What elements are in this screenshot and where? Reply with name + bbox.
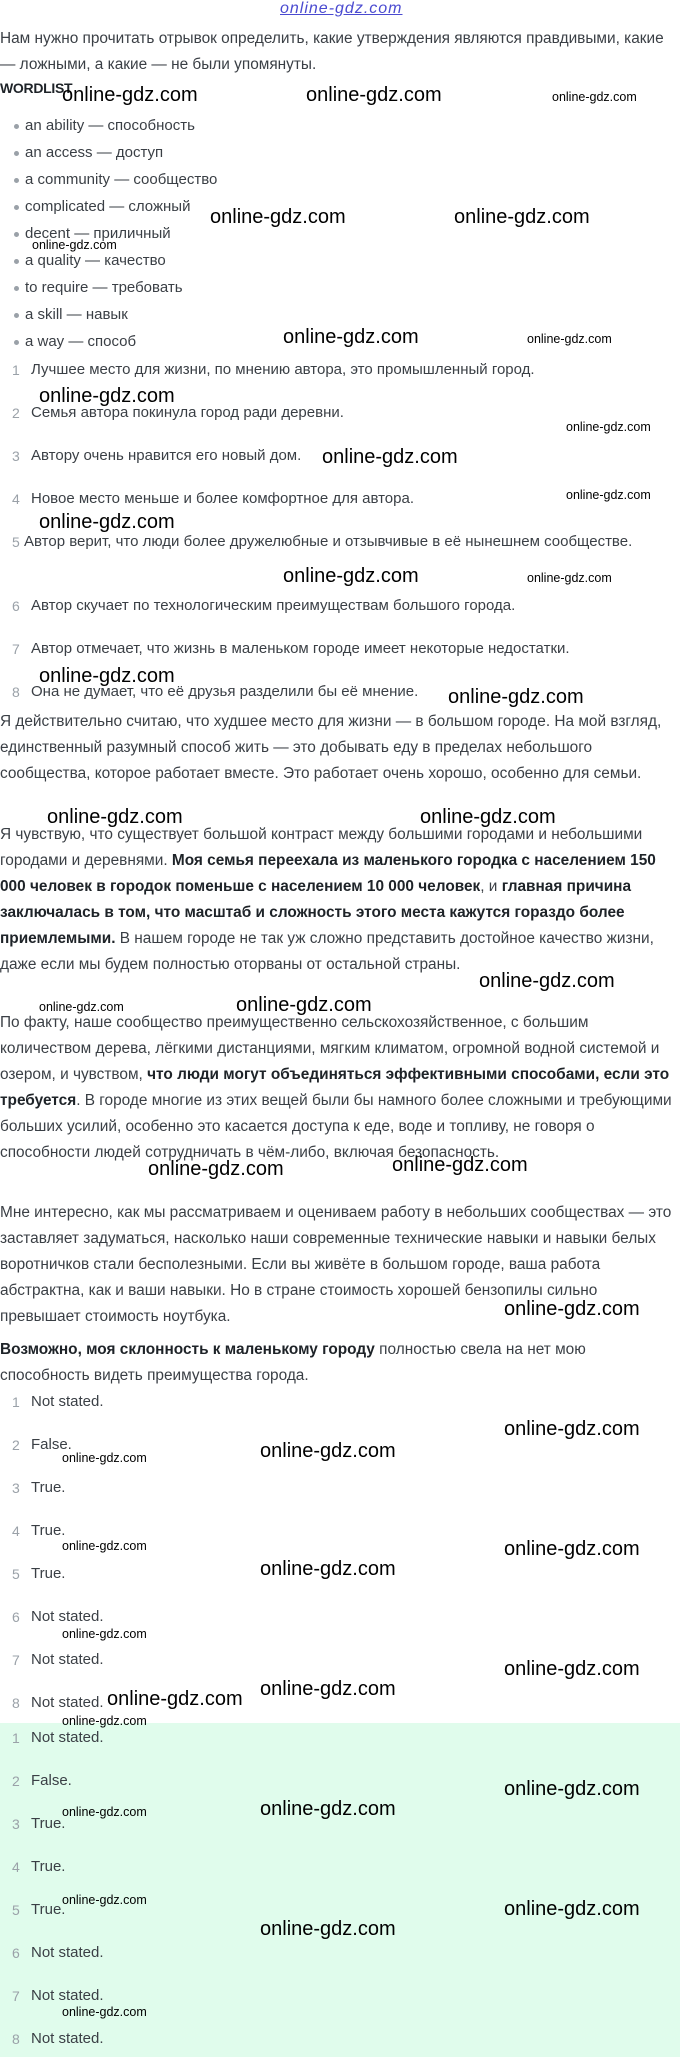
watermark: online-gdz.com [527,332,612,346]
watermark: online-gdz.com [504,1418,640,1440]
watermark: online-gdz.com [32,238,117,252]
watermark: online-gdz.com [479,970,615,992]
watermark: online-gdz.com [260,1558,396,1580]
wordlist-item: a skill — навык [14,306,128,323]
watermark: online-gdz.com [39,665,175,687]
answer-number: 4 [12,1859,20,1875]
watermark: online-gdz.com [283,326,419,348]
passage-paragraph-3: По факту, наше сообщество преимущественно сельскохозяйственное, с большим количеством дерева, лёгкими дистанциями, мягким климатом, огромной водной системой и озером, и чувством, что люди могут объединяться эффективными способами, если это требуется. В городе многие из этих вещей были бы намного более сложными и требующими больших усилий, особенно это касается доступа к еде, воде и топливу, не говоря о способности людей сотрудничать в чём-либо, включая безопасность. [0,1014,672,1161]
wordlist-item: complicated — сложный [14,198,190,215]
watermark: online-gdz.com [260,1798,396,1820]
watermark: online-gdz.com [448,686,584,708]
watermark: online-gdz.com [210,206,346,228]
passage-paragraph-4: Мне интересно, как мы рассматриваем и оцениваем работу в небольших сообществах — это заставляет задуматься, насколько наши современные технические навыки и навыки белых воротничков стали бесполезными. Если вы живёте в большом городе, ваша работа абстрактна, как и ваши навыки. Но в стране стоимость хорошей бензопилы сильно превышает стоимость ноутбука. [0,1204,672,1325]
wordlist-item: a way — способ [14,333,136,350]
answer-number: 1 [12,1730,20,1746]
watermark: online-gdz.com [39,511,175,533]
statement-number: 7 [12,641,20,657]
bullet-icon [14,313,19,318]
watermark: online-gdz.com [454,206,590,228]
answer-number: 1 [12,1394,20,1410]
highlight-text: что люди могут объединяться эффективными способами, если это требуется [0,1066,670,1109]
statement-number: 2 [12,405,20,421]
statement-text: Она не думает, что её друзья разделили бы её мнение. [31,683,419,700]
watermark: online-gdz.com [504,1898,640,1920]
bullet-icon [14,151,19,156]
watermark: online-gdz.com [62,1714,147,1728]
passage-paragraph-5: Возможно, моя склонность к маленькому городу полностью свела на нет мою способность видеть преимущества города. [0,1341,586,1384]
answer-number: 5 [12,1566,20,1582]
answer-number: 4 [12,1523,20,1539]
statement-text: Лучшее место для жизни, по мнению автора, это промышленный город. [31,361,535,378]
watermark: online-gdz.com [62,1539,147,1553]
answer-text: Not stated. [31,1729,104,1746]
answer-text: True. [31,1522,66,1539]
highlight-text: Возможно, моя склонность к маленькому городу [0,1341,375,1358]
answer-number: 6 [12,1609,20,1625]
watermark: online-gdz.com [283,565,419,587]
statement-number: 6 [12,598,20,614]
watermark: online-gdz.com [47,806,183,828]
bullet-icon [14,340,19,345]
answer-text: False. [31,1436,72,1453]
answer-number: 2 [12,1773,20,1789]
watermark: online-gdz.com [566,420,651,434]
answer-number: 8 [12,1695,20,1711]
statement-number: 4 [12,491,20,507]
bullet-icon [14,205,19,210]
watermark: online-gdz.com [504,1658,640,1680]
answer-number: 3 [12,1480,20,1496]
watermark: online-gdz.com [322,446,458,468]
answer-number: 5 [12,1902,20,1918]
statement-text: Автор скучает по технологическим преимуществам большого города. [31,597,516,614]
statement-number: 3 [12,448,20,464]
watermark: online-gdz.com [107,1688,243,1710]
bullet-icon [14,178,19,183]
watermark: online-gdz.com [62,1451,147,1465]
statement-number: 1 [12,362,20,378]
watermark: online-gdz.com [39,1000,124,1014]
watermark: online-gdz.com [504,1538,640,1560]
passage-paragraph-2: Я чувствую, что существует большой контраст между большими городами и небольшими городами и деревнями. Моя семья переехала из маленького городка с населением 150 000 человек в городок поменьше с населением 10 000 человек, и главная причина заключалась в том, что масштаб и сложность этого места кажутся гораздо более приемлемыми. В нашем городе не так уж сложно представить достойное качество жизни, даже если мы будем полностью оторваны от остальной страны. [0,826,656,973]
watermark: online-gdz.com [148,1158,284,1180]
statement-text: Автор верит, что люди более дружелюбные и отзывчивые в её нынешнем сообществе. [24,533,633,550]
bullet-icon [14,124,19,129]
bullet-icon [14,232,19,237]
answer-text: Not stated. [31,1944,104,1961]
watermark: online-gdz.com [527,571,612,585]
answer-text: Not stated. [31,1987,104,2004]
watermark: online-gdz.com [39,385,175,407]
wordlist-item: an access — доступ [14,144,163,161]
watermark: online-gdz.com [62,1627,147,1641]
wordlist-title: WORDLIST [0,80,73,96]
watermark: online-gdz.com [62,1805,147,1819]
answer-text: True. [31,1815,66,1832]
answer-text: True. [31,1901,66,1918]
answer-text: Not stated. [31,1393,104,1410]
answer-text: Not stated. [31,1694,104,1711]
statement-number: 5 [12,534,20,550]
answer-number: 3 [12,1816,20,1832]
watermark: online-gdz.com [62,84,198,106]
site-logo[interactable]: online-gdz.com [280,0,403,17]
watermark: online-gdz.com [392,1154,528,1176]
watermark: online-gdz.com [236,994,372,1016]
answer-number: 8 [12,2031,20,2047]
watermark: online-gdz.com [566,488,651,502]
answer-text: Not stated. [31,2030,104,2047]
statement-text: Автор отмечает, что жизнь в маленьком городе имеет некоторые недостатки. [31,640,570,657]
statement-number: 8 [12,684,20,700]
answer-text: True. [31,1858,66,1875]
answer-number: 2 [12,1437,20,1453]
watermark: online-gdz.com [504,1298,640,1320]
bullet-icon [14,286,19,291]
answer-text: Not stated. [31,1608,104,1625]
instruction: Нам нужно прочитать отрывок определить, какие утверждения являются правдивыми, какие — ложными, а какие — не были упомянуты. [0,30,664,73]
answer-text: False. [31,1772,72,1789]
answer-text: True. [31,1565,66,1582]
highlight-text: главная причина заключалась в том, что масштаб и сложность этого места кажутся гораздо более приемлемыми. [0,878,632,947]
wordlist-item: decent — приличный [14,225,171,242]
answer-number: 7 [12,1988,20,2004]
watermark: online-gdz.com [260,1918,396,1940]
watermark: online-gdz.com [62,2005,147,2019]
statement-text: Автору очень нравится его новый дом. [31,447,302,464]
highlight-text: Моя семья переехала из маленького городка с населением 150 000 человек в городок поменьше с населением 10 000 человек [0,852,656,895]
passage-paragraph-1: Я действительно считаю, что худшее место для жизни — в большом городе. На мой взгляд, единственный разумный способ жить — это добывать еду в пределах небольшого сообщества, которое работает вместе. Это работает очень хорошо, особенно для семьи. [0,713,662,782]
answer-number: 6 [12,1945,20,1961]
wordlist-item: to require — требовать [14,279,183,296]
wordlist-item: a quality — качество [14,252,166,269]
watermark: online-gdz.com [260,1678,396,1700]
watermark: online-gdz.com [504,1778,640,1800]
watermark: online-gdz.com [260,1440,396,1462]
watermark: online-gdz.com [306,84,442,106]
watermark: online-gdz.com [62,1893,147,1907]
statement-text: Новое место меньше и более комфортное для автора. [31,490,415,507]
answer-text: Not stated. [31,1651,104,1668]
watermark: online-gdz.com [552,90,637,104]
statement-text: Семья автора покинула город ради деревни. [31,404,344,421]
wordlist-item: a community — сообщество [14,171,217,188]
watermark: online-gdz.com [420,806,556,828]
bullet-icon [14,259,19,264]
wordlist-item: an ability — способность [14,117,195,134]
answer-text: True. [31,1479,66,1496]
answer-number: 7 [12,1652,20,1668]
